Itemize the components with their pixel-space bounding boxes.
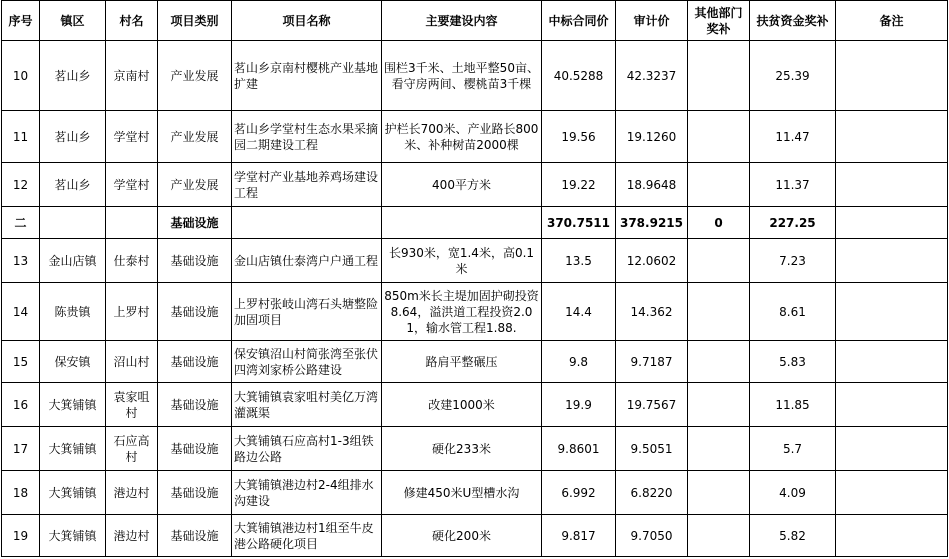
cell-name: 大箕铺镇袁家咀村美亿万湾灌溉渠 bbox=[232, 383, 382, 427]
cell-no: 二 bbox=[2, 207, 40, 239]
cell-note bbox=[836, 207, 948, 239]
cell-content: 长930米，宽1.4米，高0.1米 bbox=[382, 239, 542, 283]
header-audit: 审计价 bbox=[616, 1, 688, 41]
cell-name: 茗山乡学堂村生态水果采摘园二期建设工程 bbox=[232, 111, 382, 163]
table-row bbox=[2, 111, 948, 163]
cell-contract: 19.22 bbox=[542, 163, 616, 207]
cell-contract: 9.817 bbox=[542, 515, 616, 557]
header-no: 序号 bbox=[2, 1, 40, 41]
cell-town: 大箕铺镇 bbox=[40, 383, 106, 427]
cell-fund: 8.61 bbox=[750, 283, 836, 341]
cell-fund: 5.7 bbox=[750, 427, 836, 471]
cell-note bbox=[836, 111, 948, 163]
cell-town: 金山店镇 bbox=[40, 239, 106, 283]
cell-town bbox=[40, 207, 106, 239]
cell-other bbox=[688, 341, 750, 383]
cell-note bbox=[836, 41, 948, 111]
cell-town: 茗山乡 bbox=[40, 163, 106, 207]
cell-village: 学堂村 bbox=[106, 163, 158, 207]
cell-audit: 9.5051 bbox=[616, 427, 688, 471]
cell-category: 基础设施 bbox=[158, 341, 232, 383]
cell-other bbox=[688, 383, 750, 427]
table-row bbox=[2, 283, 948, 341]
table-row bbox=[2, 207, 948, 239]
cell-village: 港边村 bbox=[106, 471, 158, 515]
cell-name: 大箕铺镇港边村1组至牛皮港公路硬化项目 bbox=[232, 515, 382, 557]
cell-content: 硬化200米 bbox=[382, 515, 542, 557]
cell-note bbox=[836, 163, 948, 207]
cell-content: 改建1000米 bbox=[382, 383, 542, 427]
header-village: 村名 bbox=[106, 1, 158, 41]
cell-contract: 40.5288 bbox=[542, 41, 616, 111]
header-row bbox=[2, 1, 948, 41]
table-row bbox=[2, 341, 948, 383]
table-row bbox=[2, 163, 948, 207]
header-other: 其他部门奖补 bbox=[688, 1, 750, 41]
table-row bbox=[2, 471, 948, 515]
cell-name: 上罗村张岐山湾石头塘整险加固项目 bbox=[232, 283, 382, 341]
cell-no: 12 bbox=[2, 163, 40, 207]
cell-content: 围栏3千米、土地平整50亩、看守房两间、樱桃苗3千棵 bbox=[382, 41, 542, 111]
cell-no: 17 bbox=[2, 427, 40, 471]
cell-name: 保安镇沼山村简张湾至张伏四湾刘家桥公路建设 bbox=[232, 341, 382, 383]
cell-no: 10 bbox=[2, 41, 40, 111]
cell-contract: 370.7511 bbox=[542, 207, 616, 239]
cell-note bbox=[836, 341, 948, 383]
cell-other bbox=[688, 427, 750, 471]
cell-audit: 42.3237 bbox=[616, 41, 688, 111]
cell-fund: 4.09 bbox=[750, 471, 836, 515]
cell-contract: 14.4 bbox=[542, 283, 616, 341]
cell-note bbox=[836, 471, 948, 515]
table-body bbox=[2, 41, 948, 557]
cell-note bbox=[836, 383, 948, 427]
cell-town: 茗山乡 bbox=[40, 111, 106, 163]
cell-no: 13 bbox=[2, 239, 40, 283]
cell-contract: 19.9 bbox=[542, 383, 616, 427]
project-table bbox=[1, 0, 948, 557]
cell-note bbox=[836, 239, 948, 283]
table-row bbox=[2, 239, 948, 283]
cell-village: 沼山村 bbox=[106, 341, 158, 383]
cell-fund: 25.39 bbox=[750, 41, 836, 111]
table-row bbox=[2, 383, 948, 427]
header-town: 镇区 bbox=[40, 1, 106, 41]
cell-village: 石应高村 bbox=[106, 427, 158, 471]
header-content: 主要建设内容 bbox=[382, 1, 542, 41]
cell-category: 基础设施 bbox=[158, 207, 232, 239]
cell-category: 基础设施 bbox=[158, 383, 232, 427]
header-name: 项目名称 bbox=[232, 1, 382, 41]
cell-name: 茗山乡京南村樱桃产业基地扩建 bbox=[232, 41, 382, 111]
cell-town: 保安镇 bbox=[40, 341, 106, 383]
cell-category: 基础设施 bbox=[158, 427, 232, 471]
cell-village bbox=[106, 207, 158, 239]
cell-category: 产业发展 bbox=[158, 111, 232, 163]
cell-town: 陈贵镇 bbox=[40, 283, 106, 341]
cell-town: 大箕铺镇 bbox=[40, 427, 106, 471]
cell-category: 基础设施 bbox=[158, 283, 232, 341]
cell-town: 大箕铺镇 bbox=[40, 515, 106, 557]
cell-no: 11 bbox=[2, 111, 40, 163]
cell-town: 茗山乡 bbox=[40, 41, 106, 111]
cell-name bbox=[232, 207, 382, 239]
cell-category: 基础设施 bbox=[158, 471, 232, 515]
cell-fund: 11.85 bbox=[750, 383, 836, 427]
cell-contract: 9.8 bbox=[542, 341, 616, 383]
cell-other bbox=[688, 239, 750, 283]
cell-name: 大箕铺镇石应高村1-3组铁路边公路 bbox=[232, 427, 382, 471]
cell-village: 京南村 bbox=[106, 41, 158, 111]
cell-audit: 378.9215 bbox=[616, 207, 688, 239]
cell-name: 大箕铺镇港边村2-4组排水沟建设 bbox=[232, 471, 382, 515]
cell-no: 18 bbox=[2, 471, 40, 515]
cell-fund: 227.25 bbox=[750, 207, 836, 239]
cell-contract: 13.5 bbox=[542, 239, 616, 283]
header-contract: 中标合同价 bbox=[542, 1, 616, 41]
table-row bbox=[2, 41, 948, 111]
cell-no: 14 bbox=[2, 283, 40, 341]
cell-other: 0 bbox=[688, 207, 750, 239]
cell-other bbox=[688, 111, 750, 163]
table-row bbox=[2, 515, 948, 557]
cell-other bbox=[688, 163, 750, 207]
cell-content bbox=[382, 207, 542, 239]
cell-other bbox=[688, 41, 750, 111]
cell-content: 路肩平整碾压 bbox=[382, 341, 542, 383]
cell-note bbox=[836, 283, 948, 341]
cell-village: 上罗村 bbox=[106, 283, 158, 341]
cell-village: 袁家咀村 bbox=[106, 383, 158, 427]
cell-other bbox=[688, 471, 750, 515]
cell-fund: 5.83 bbox=[750, 341, 836, 383]
cell-contract: 6.992 bbox=[542, 471, 616, 515]
cell-content: 400平方米 bbox=[382, 163, 542, 207]
cell-town: 大箕铺镇 bbox=[40, 471, 106, 515]
cell-fund: 5.82 bbox=[750, 515, 836, 557]
cell-village: 仕泰村 bbox=[106, 239, 158, 283]
header-category: 项目类别 bbox=[158, 1, 232, 41]
cell-content: 护栏长700米、产业路长800米、补种树苗2000棵 bbox=[382, 111, 542, 163]
cell-content: 修建450米U型槽水沟 bbox=[382, 471, 542, 515]
cell-audit: 12.0602 bbox=[616, 239, 688, 283]
header-note: 备注 bbox=[836, 1, 948, 41]
cell-category: 产业发展 bbox=[158, 41, 232, 111]
cell-no: 15 bbox=[2, 341, 40, 383]
cell-note bbox=[836, 515, 948, 557]
cell-note bbox=[836, 427, 948, 471]
cell-audit: 19.1260 bbox=[616, 111, 688, 163]
cell-audit: 9.7187 bbox=[616, 341, 688, 383]
cell-content: 硬化233米 bbox=[382, 427, 542, 471]
cell-contract: 9.8601 bbox=[542, 427, 616, 471]
cell-other bbox=[688, 283, 750, 341]
cell-village: 港边村 bbox=[106, 515, 158, 557]
cell-category: 产业发展 bbox=[158, 163, 232, 207]
cell-audit: 6.8220 bbox=[616, 471, 688, 515]
cell-audit: 18.9648 bbox=[616, 163, 688, 207]
cell-category: 基础设施 bbox=[158, 515, 232, 557]
cell-fund: 11.37 bbox=[750, 163, 836, 207]
cell-other bbox=[688, 515, 750, 557]
cell-fund: 11.47 bbox=[750, 111, 836, 163]
cell-content: 850m米长主堤加固护砌投资8.64，溢洪道工程投资2.01，输水管工程1.88. bbox=[382, 283, 542, 341]
cell-village: 学堂村 bbox=[106, 111, 158, 163]
cell-audit: 14.362 bbox=[616, 283, 688, 341]
cell-contract: 19.56 bbox=[542, 111, 616, 163]
cell-name: 金山店镇仕泰湾户户通工程 bbox=[232, 239, 382, 283]
cell-name: 学堂村产业基地养鸡场建设工程 bbox=[232, 163, 382, 207]
cell-no: 19 bbox=[2, 515, 40, 557]
cell-audit: 19.7567 bbox=[616, 383, 688, 427]
table-row bbox=[2, 427, 948, 471]
cell-fund: 7.23 bbox=[750, 239, 836, 283]
cell-audit: 9.7050 bbox=[616, 515, 688, 557]
cell-category: 基础设施 bbox=[158, 239, 232, 283]
header-fund: 扶贫资金奖补 bbox=[750, 1, 836, 41]
cell-no: 16 bbox=[2, 383, 40, 427]
